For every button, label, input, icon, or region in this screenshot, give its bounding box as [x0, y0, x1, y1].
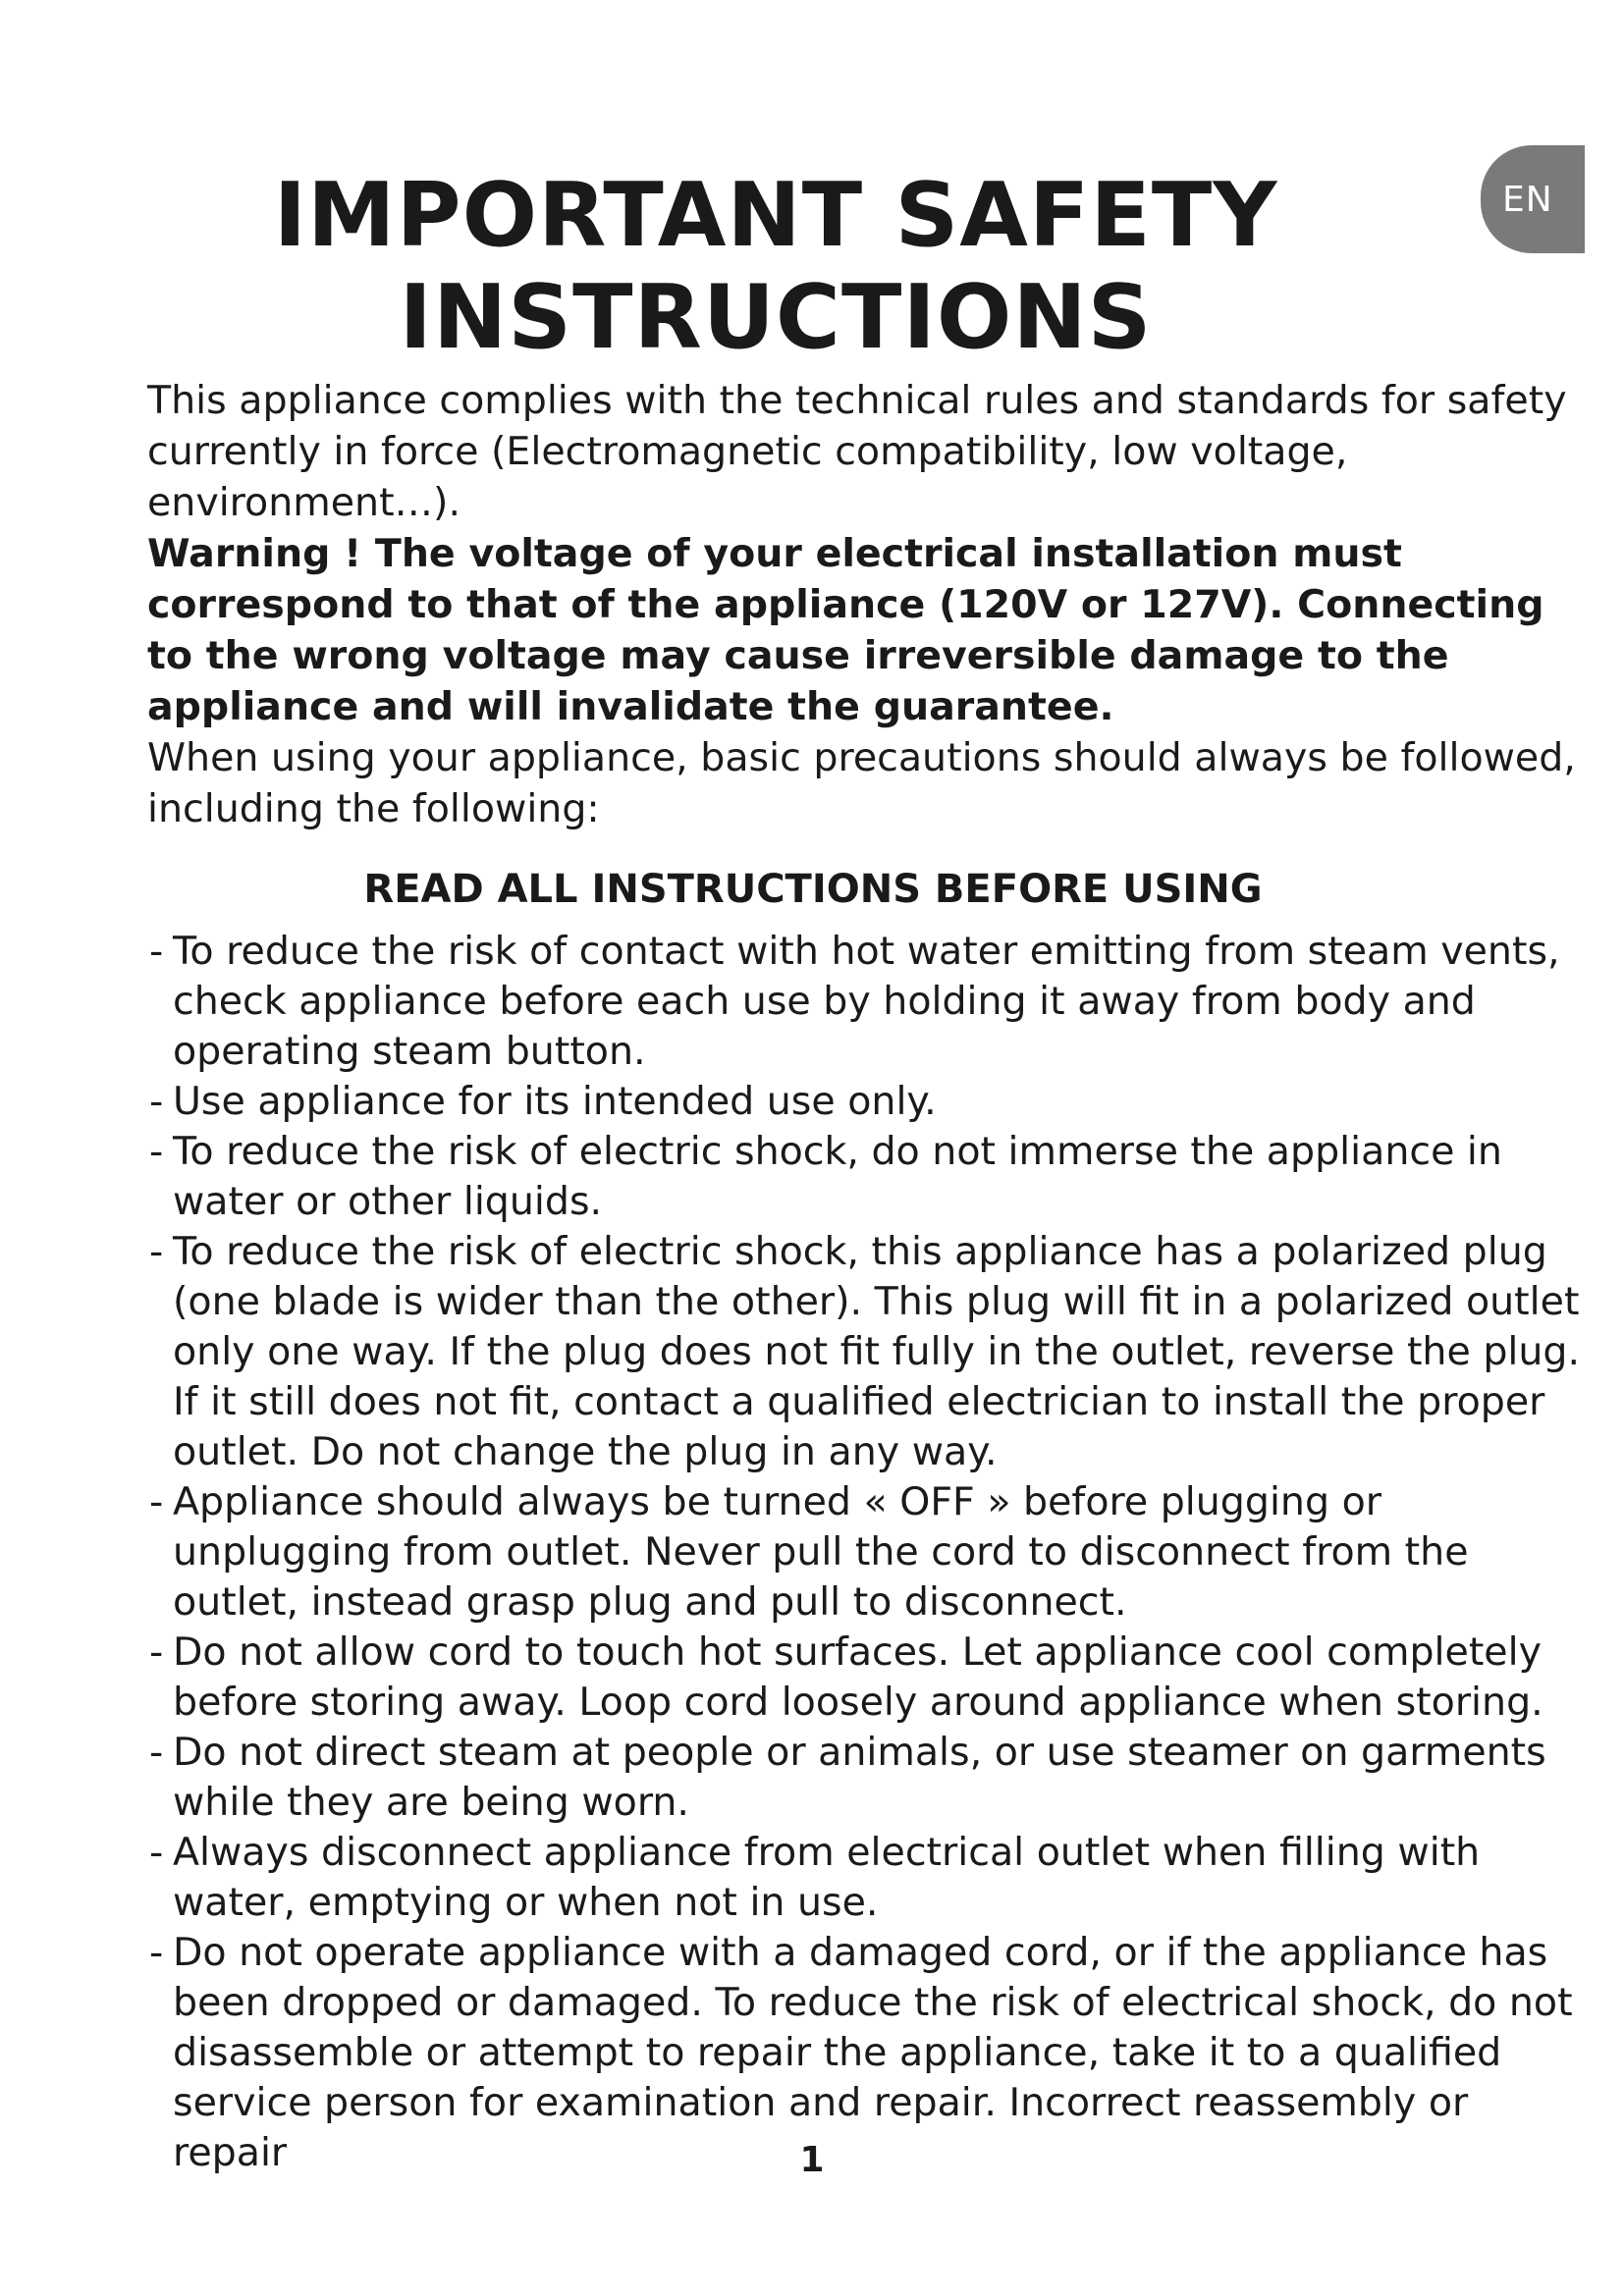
list-item: - Do not direct steam at people or animals, or use steamer on garments while they are being worn. — [147, 1728, 1581, 1828]
compliance-paragraph: This appliance complies with the technical rules and standards for safety currently in force (Electromagnetic compatibility, low voltage, environment…). — [147, 378, 1567, 525]
section-heading: READ ALL INSTRUCTIONS BEFORE USING — [363, 867, 1263, 912]
page-title: IMPORTANT SAFETY INSTRUCTIONS — [273, 164, 1278, 369]
list-item: - To reduce the risk of contact with hot water emitting from steam vents, check appliance before each use by holding it away from body and operating steam button. — [147, 927, 1581, 1077]
precautions-paragraph: When using your appliance, basic precautions should always be followed, including the following: — [147, 735, 1576, 831]
document-page — [147, 165, 1581, 2178]
list-item: - Use appliance for its intended use only. — [147, 1077, 1581, 1127]
list-item: - To reduce the risk of electric shock, do not immerse the appliance in water or other liquids. — [147, 1127, 1581, 1227]
page-number: 1 — [799, 2140, 825, 2180]
voltage-warning: Warning ! The voltage of your electrical installation must correspond to that of the appliance (120V or 127V). Connecting to the wrong voltage may cause irreversible damage to the appliance and will invalidate the guarantee. — [147, 531, 1544, 729]
list-item: - Always disconnect appliance from electrical outlet when filling with water, emptying or when not in use. — [147, 1828, 1581, 1928]
list-item: - Do not allow cord to touch hot surfaces. Let appliance cool completely before storing away. Loop cord loosely around appliance when storing. — [147, 1628, 1581, 1728]
intro-section — [147, 375, 1581, 834]
instruction-list — [147, 927, 1581, 2178]
list-item: - To reduce the risk of electric shock, this appliance has a polarized plug (one blade is wider than the other). This plug will fit in a polarized outlet only one way. If the plug does not fit fully in the outlet, reverse the plug. If it still does not fit, contact a qualified electrician to install the proper outlet. Do not change the plug in any way. — [147, 1227, 1581, 1477]
list-item: - Appliance should always be turned « OFF » before plugging or unplugging from outlet. Never pull the cord to disconnect from the outlet, instead grasp plug and pull to disconnect. — [147, 1477, 1581, 1628]
list-item: - Do not operate appliance with a damaged cord, or if the appliance has been dropped or damaged. To reduce the risk of electrical shock, do not disassemble or attempt to repair the appliance, take it to a qualified service person for examination and repair. Incorrect reassembly or repair — [147, 1928, 1581, 2178]
language-tab: EN — [1481, 145, 1585, 253]
